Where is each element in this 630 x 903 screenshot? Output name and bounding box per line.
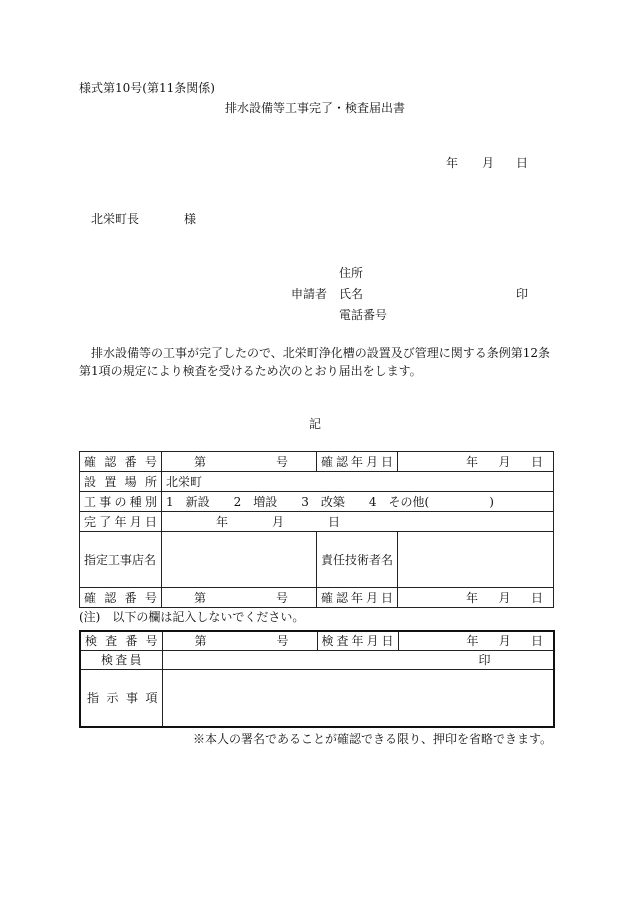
dai-text: 第 (194, 633, 207, 648)
inspection-date-label: 検査年月日 (317, 631, 398, 650)
work-type-option: 4 その他( ) (368, 494, 494, 509)
go-text: 号 (276, 633, 289, 648)
year-text: 年 (466, 454, 479, 469)
addressee-honorific: 様 (184, 212, 197, 226)
engineer-label: 責任技術者名 (317, 532, 398, 588)
day-text: 日 (530, 454, 543, 469)
work-type-options (162, 492, 554, 512)
form-number: 様式第10号(第11条関係) (79, 81, 215, 95)
confirm-date-field (398, 588, 554, 608)
confirm-number-label: 確認番号 (80, 452, 162, 472)
seal-mark: 印 (478, 652, 491, 667)
inspector-label: 検査員 (80, 650, 162, 669)
completion-date-label: 完了年月日 (80, 512, 162, 532)
date-day-label: 日 (516, 156, 529, 170)
application-table (79, 451, 554, 608)
table-row (80, 452, 554, 472)
contractor-label: 指定工事店名 (80, 532, 162, 588)
table-row (80, 492, 554, 512)
table-row (80, 512, 554, 532)
confirm-date-label: 確認年月日 (317, 588, 398, 608)
inspection-number-field (162, 631, 317, 650)
month-text: 月 (498, 590, 511, 605)
instructions-field (162, 669, 554, 727)
confirm-number-field (162, 452, 317, 472)
day-text: 日 (530, 633, 543, 648)
inspection-number-label: 検査番号 (80, 631, 162, 650)
addressee-name: 北栄町長 (91, 212, 140, 226)
note-text: (注) 以下の欄は記入しないでください。 (79, 610, 305, 624)
month-text: 月 (272, 514, 285, 529)
date-month-label: 月 (482, 156, 495, 170)
document-title: 排水設備等工事完了・検査届出書 (225, 101, 406, 115)
confirm-date-label: 確認年月日 (317, 452, 398, 472)
inspection-date-field (398, 631, 554, 650)
instructions-label: 指示事項 (80, 669, 162, 727)
table-row (80, 532, 554, 588)
month-text: 月 (498, 633, 511, 648)
inspection-table (79, 630, 555, 728)
dai-text: 第 (194, 590, 207, 605)
go-text: 号 (275, 454, 288, 469)
address-label: 住所 (339, 266, 364, 280)
day-text: 日 (530, 590, 543, 605)
day-text: 日 (328, 514, 341, 529)
ki-heading: 記 (309, 417, 322, 431)
seal-mark: 印 (516, 287, 529, 301)
year-text: 年 (466, 590, 479, 605)
date-year-label: 年 (446, 156, 459, 170)
table-row (80, 669, 554, 727)
contractor-field (162, 532, 317, 588)
work-type-option: 1 新設 (166, 494, 210, 509)
month-text: 月 (498, 454, 511, 469)
name-label: 氏名 (339, 287, 364, 301)
completion-date-field (162, 512, 554, 532)
confirm-number-label: 確認番号 (80, 588, 162, 608)
table-row (80, 631, 554, 650)
work-type-option: 2 増設 (233, 494, 278, 509)
go-text: 号 (275, 590, 288, 605)
location-label: 設置場所 (80, 472, 162, 492)
work-type-label: 工事の種別 (80, 492, 162, 512)
confirm-number-field (162, 588, 317, 608)
table-row (80, 650, 554, 669)
inspector-field (162, 650, 554, 669)
year-text: 年 (216, 514, 229, 529)
applicant-label: 申請者 (291, 287, 328, 301)
location-value: 北栄町 (162, 472, 554, 492)
dai-text: 第 (194, 454, 207, 469)
year-text: 年 (466, 633, 479, 648)
engineer-field (398, 532, 554, 588)
body-text: 排水設備等の工事が完了したので、北栄町浄化槽の設置及び管理に関する条例第12条第1項の規定により検査を受けるため次のとおり届出をします。 (79, 346, 551, 378)
footnote: ※本人の署名であることが確認できる限り、押印を省略できます。 (192, 732, 552, 746)
work-type-option: 3 改築 (301, 494, 345, 509)
table-row (80, 588, 554, 608)
confirm-date-field (398, 452, 554, 472)
phone-label: 電話番号 (339, 308, 388, 322)
table-row (80, 472, 554, 492)
